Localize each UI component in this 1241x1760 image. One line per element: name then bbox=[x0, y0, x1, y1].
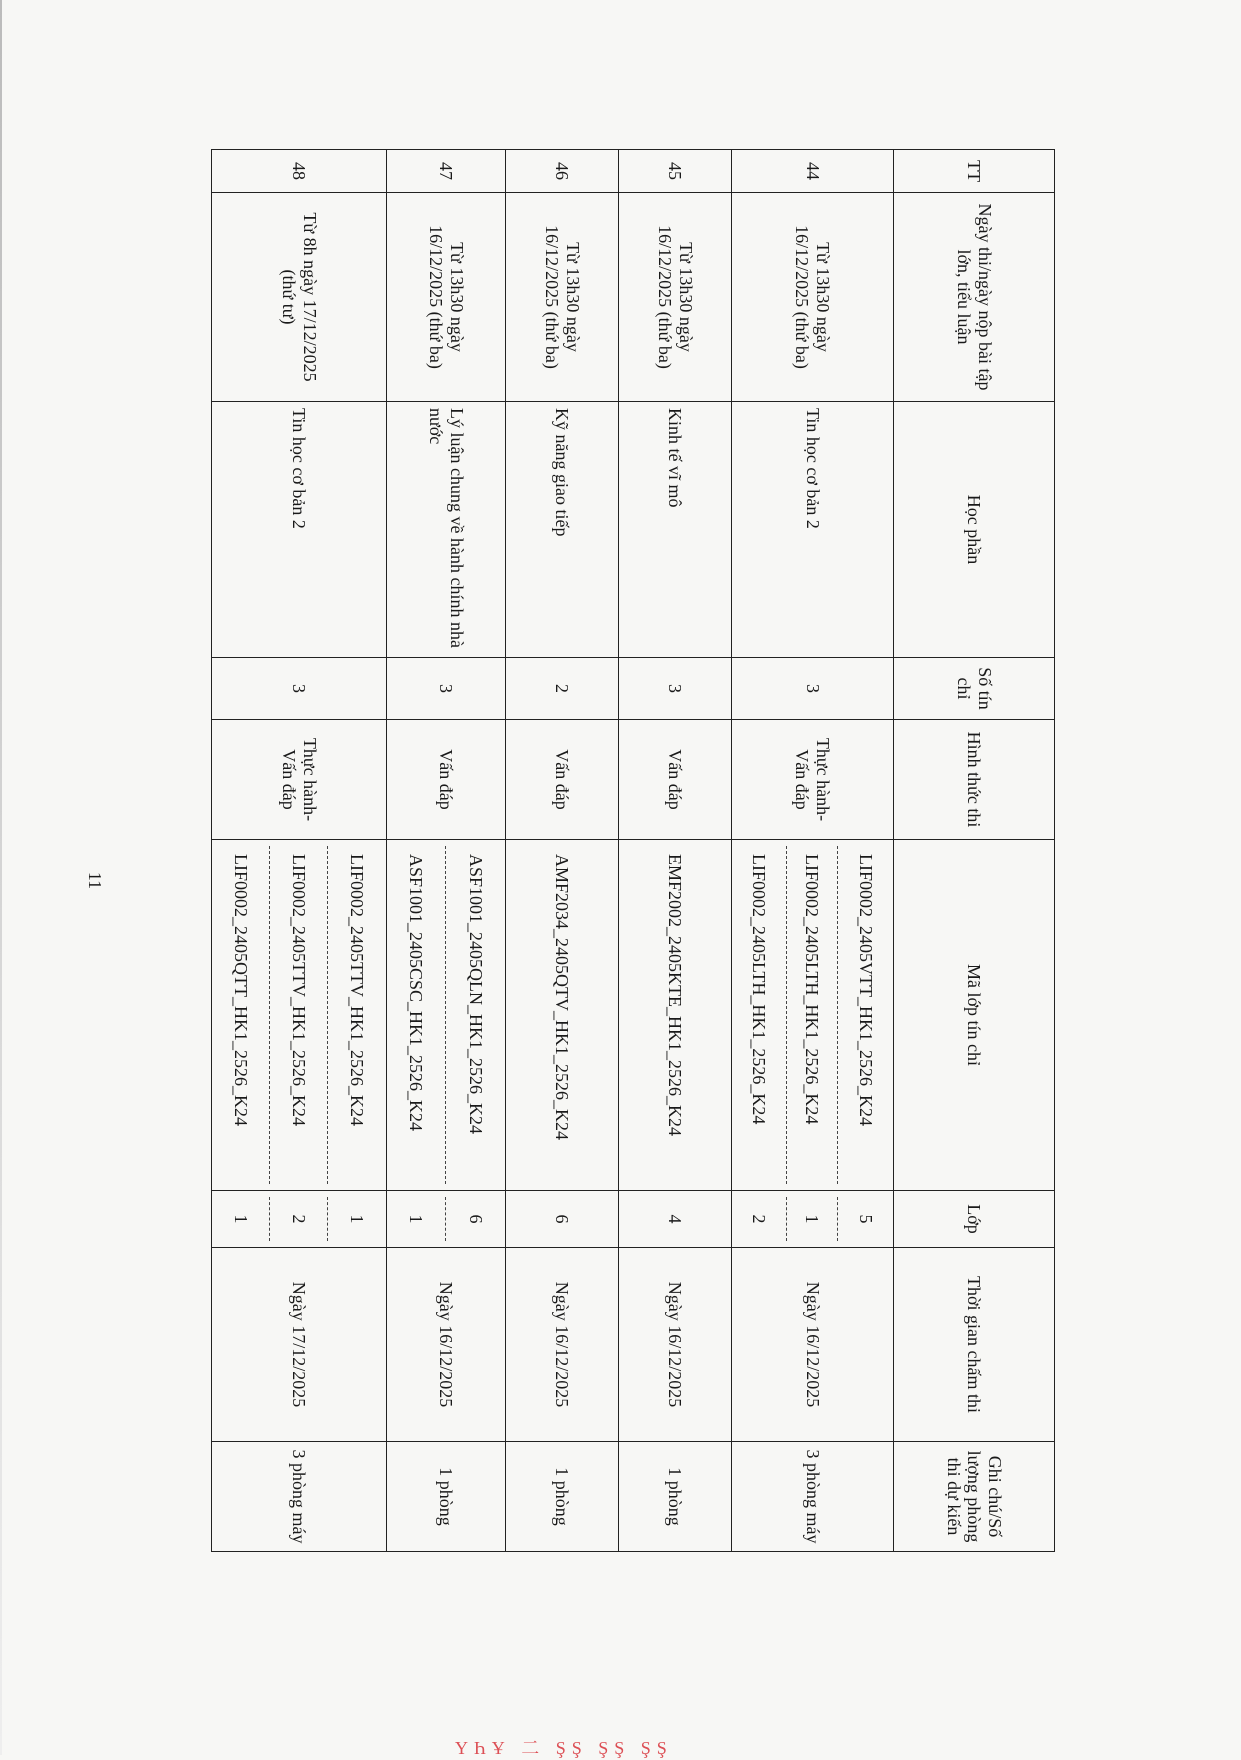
row-credits: 3 bbox=[619, 658, 732, 720]
table-row bbox=[387, 150, 506, 1552]
row-form: Vấn đáp bbox=[387, 720, 506, 840]
table-row bbox=[506, 150, 619, 1552]
row-subject: Lý luận chung về hành chính nhà nước bbox=[387, 402, 506, 658]
row-note: 1 phòng bbox=[387, 1442, 506, 1552]
row-tt: 47 bbox=[387, 150, 506, 193]
row-credits: 3 bbox=[212, 658, 387, 720]
row-date: Từ 8h ngày 17/12/2025 (thứ tư) bbox=[212, 193, 387, 402]
row-credits: 2 bbox=[506, 658, 619, 720]
table-row bbox=[732, 150, 894, 1552]
row-class-counts bbox=[732, 1191, 894, 1248]
row-grading-time: Ngày 17/12/2025 bbox=[212, 1248, 387, 1442]
class-count: 1 bbox=[347, 1214, 368, 1224]
row-note: 3 phòng máy bbox=[212, 1442, 387, 1552]
header-subject: Học phần bbox=[894, 402, 1055, 658]
header-class-code: Mã lớp tín chỉ bbox=[894, 840, 1055, 1191]
row-class-counts bbox=[619, 1191, 732, 1248]
class-code: LIF0002_2405VTT_HK1_2526_K24 bbox=[855, 854, 876, 1126]
row-subject: Tin học cơ bản 2 bbox=[732, 402, 894, 658]
row-class-codes bbox=[506, 840, 619, 1191]
row-date: Từ 13h30 ngày 16/12/2025 (thứ ba) bbox=[387, 193, 506, 402]
header-credits: Số tín chỉ bbox=[894, 658, 1055, 720]
row-class-counts bbox=[212, 1191, 387, 1248]
row-date: Từ 13h30 ngày 16/12/2025 (thứ ba) bbox=[506, 193, 619, 402]
row-class-codes bbox=[212, 840, 387, 1191]
row-grading-time: Ngày 16/12/2025 bbox=[387, 1248, 506, 1442]
class-code: AMF2034_2405QTV_HK1_2526_K24 bbox=[552, 854, 573, 1141]
row-grading-time: Ngày 16/12/2025 bbox=[506, 1248, 619, 1442]
row-form: Thực hành-Vấn đáp bbox=[212, 720, 387, 840]
class-count: 2 bbox=[270, 1197, 328, 1241]
row-tt: 46 bbox=[506, 150, 619, 193]
header-form: Hình thức thi bbox=[894, 720, 1055, 840]
table-header-row bbox=[894, 150, 1055, 1552]
class-code: EMF2002_2405KTE_HK1_2526_K24 bbox=[665, 854, 686, 1136]
scan-edge bbox=[0, 0, 2, 1755]
class-count: 4 bbox=[665, 1214, 686, 1224]
row-class-codes bbox=[619, 840, 732, 1191]
row-credits: 3 bbox=[732, 658, 894, 720]
row-note: 3 phòng máy bbox=[732, 1442, 894, 1552]
class-code: LIF0002_2405LTH_HK1_2526_K24 bbox=[787, 846, 838, 1184]
table-row bbox=[619, 150, 732, 1552]
row-grading-time: Ngày 16/12/2025 bbox=[732, 1248, 894, 1442]
row-form: Vấn đáp bbox=[619, 720, 732, 840]
row-date: Từ 13h30 ngày 16/12/2025 (thứ ba) bbox=[619, 193, 732, 402]
class-code: LIF0002_2405TTV_HK1_2526_K24 bbox=[347, 854, 368, 1126]
class-code: LIF0002_2405QTT_HK1_2526_K24 bbox=[212, 846, 270, 1184]
exam-schedule-table bbox=[211, 149, 1055, 1552]
class-code: ASF1001_2405QLN_HK1_2526_K24 bbox=[465, 854, 486, 1135]
class-count: 1 bbox=[387, 1197, 446, 1241]
row-subject: Kinh tế vĩ mô bbox=[619, 402, 732, 658]
class-code: LIF0002_2405TTV_HK1_2526_K24 bbox=[270, 846, 328, 1184]
class-code: LIF0002_2405LTH_HK1_2526_K24 bbox=[732, 846, 787, 1184]
header-note: Ghi chú/Số lượng phòng thi dự kiến bbox=[894, 1442, 1055, 1552]
row-note: 1 phòng bbox=[619, 1442, 732, 1552]
class-count: 1 bbox=[212, 1197, 270, 1241]
row-class-codes bbox=[732, 840, 894, 1191]
row-tt: 45 bbox=[619, 150, 732, 193]
row-credits: 3 bbox=[387, 658, 506, 720]
row-form: Vấn đáp bbox=[506, 720, 619, 840]
row-class-counts bbox=[387, 1191, 506, 1248]
row-date: Từ 13h30 ngày 16/12/2025 (thứ ba) bbox=[732, 193, 894, 402]
class-count: 6 bbox=[465, 1214, 486, 1224]
row-class-codes bbox=[387, 840, 506, 1191]
header-grading-time: Thời gian chấm thi bbox=[894, 1248, 1055, 1442]
row-subject: Kỹ năng giao tiếp bbox=[506, 402, 619, 658]
row-class-counts bbox=[506, 1191, 619, 1248]
row-note: 1 phòng bbox=[506, 1442, 619, 1552]
row-grading-time: Ngày 16/12/2025 bbox=[619, 1248, 732, 1442]
rotated-page-content bbox=[217, 149, 1055, 1551]
class-count: 6 bbox=[552, 1214, 573, 1224]
class-count: 5 bbox=[855, 1214, 876, 1224]
row-form: Thực hành-Vấn đáp bbox=[732, 720, 894, 840]
row-tt: 48 bbox=[212, 150, 387, 193]
table-row bbox=[212, 150, 387, 1552]
class-code: ASF1001_2405CSC_HK1_2526_K24 bbox=[387, 846, 446, 1184]
class-count: 1 bbox=[787, 1197, 838, 1241]
page-number: 11 bbox=[85, 871, 106, 890]
row-tt: 44 bbox=[732, 150, 894, 193]
row-subject: Tin học cơ bản 2 bbox=[212, 402, 387, 658]
header-class-count: Lớp bbox=[894, 1191, 1055, 1248]
red-stamp-fragment: ҮҺҰ 二 ŞŞ ŞŞ ŞŞ bbox=[455, 1738, 673, 1758]
header-tt: TT bbox=[894, 150, 1055, 193]
class-count: 2 bbox=[732, 1197, 787, 1241]
header-date: Ngày thi/ngày nộp bài tập lớn, tiểu luận bbox=[894, 193, 1055, 402]
